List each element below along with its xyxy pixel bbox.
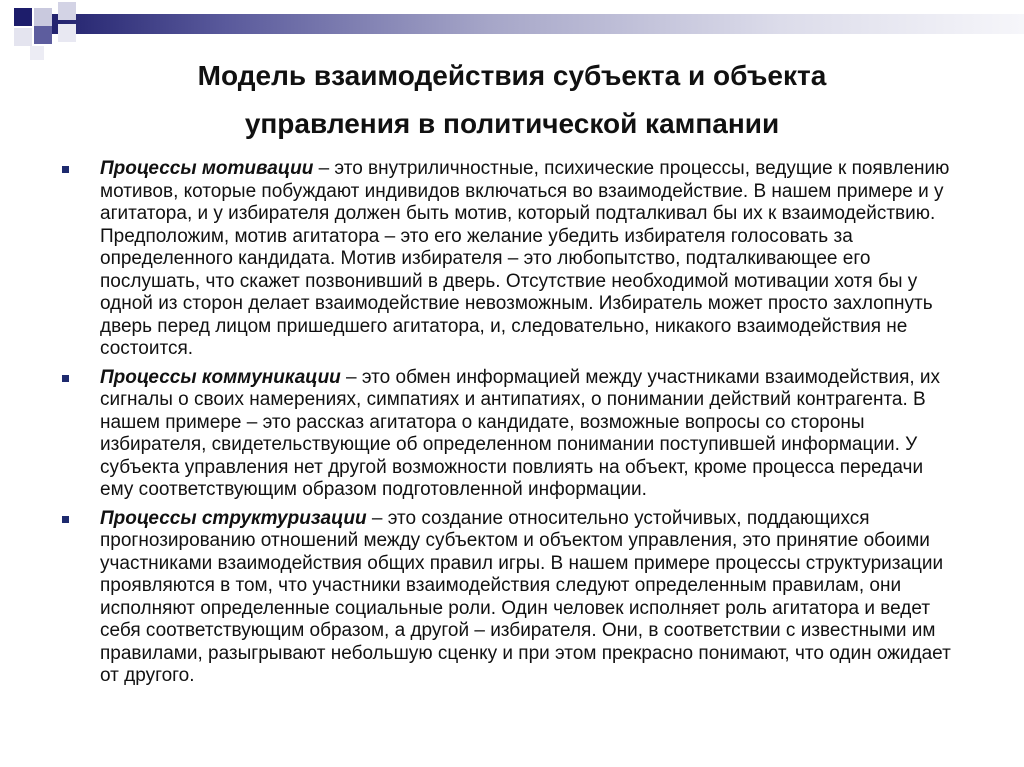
bullet-term: Процессы коммуникации (100, 366, 341, 388)
title-line-1: Модель взаимодействия субъекта и объекта (197, 60, 827, 91)
decor-square (30, 46, 44, 60)
decor-square (34, 8, 52, 26)
bullet-list (60, 158, 960, 694)
decor-square (58, 24, 76, 42)
square-bullet-icon (62, 516, 69, 523)
decor-square (58, 2, 76, 20)
bullet-item-structuring (60, 508, 960, 688)
square-bullet-icon (62, 375, 69, 382)
square-bullet-icon (62, 166, 69, 173)
decor-square (34, 26, 52, 44)
bullet-text: – это обмен информацией между участниками взаимодействия, их сигналы о своих намерениях, симпатиях и антипатиях, о понимании действий контрагента. В нашем примере – это рассказ агитатора о кандидате, возможные вопросы со стороны избирателя, свидетельствующие об определенном понимании поступившей информации. У субъекта управления нет другой возможности повлиять на объект, кроме процесса передачи ему соответствующим образом подготовленной информации. (100, 366, 941, 500)
decor-square (14, 8, 32, 26)
header-gradient-bar (52, 14, 1024, 34)
bullet-text: – это создание относительно устойчивых, поддающихся прогнозированию отношений между субъектом и объектом управления, это принятие обоими участниками взаимодействия общих правил игры. В нашем примере процессы структуризации проявляются в том, что участники взаимодействия следуют определенным правилам, они исполняют определенные социальные роли. Один человек исполняет роль агитатора и ведет себя соответствующим образом, а другой – избирателя. Они, в соответствии с известными им правилами, разыгрывают небольшую сценку и при этом прекрасно понимают, что один ожидает от другого. (100, 507, 951, 686)
bullet-term: Процессы структуризации (100, 507, 367, 529)
bullet-text: – это внутриличностные, психические процессы, ведущие к появлению мотивов, которые побуждают индивидов включаться во взаимодействие. В нашем примере и у агитатора, и у избирателя должен быть мотив, который подталкивал бы их к взаимодействию. Предположим, мотив агитатора – это его желание убедить избирателя голосовать за определенного кандидата. Мотив избирателя – это любопытство, подталкивающее его послушать, что скажет позвонивший в дверь. Отсутствие необходимой мотивации хотя бы у одной из сторон делает взаимодействие невозможным. Избиратель может просто захлопнуть дверь перед лицом пришедшего агитатора, и, следовательно, никакого взаимодействия не состоится. (100, 158, 950, 359)
slide-title (80, 52, 944, 148)
decor-square (14, 28, 32, 46)
bullet-item-communication (60, 367, 960, 502)
bullet-item-motivation (60, 158, 960, 361)
bullet-term: Процессы мотивации (100, 158, 314, 179)
title-line-2: управления в политической кампании (244, 108, 780, 139)
